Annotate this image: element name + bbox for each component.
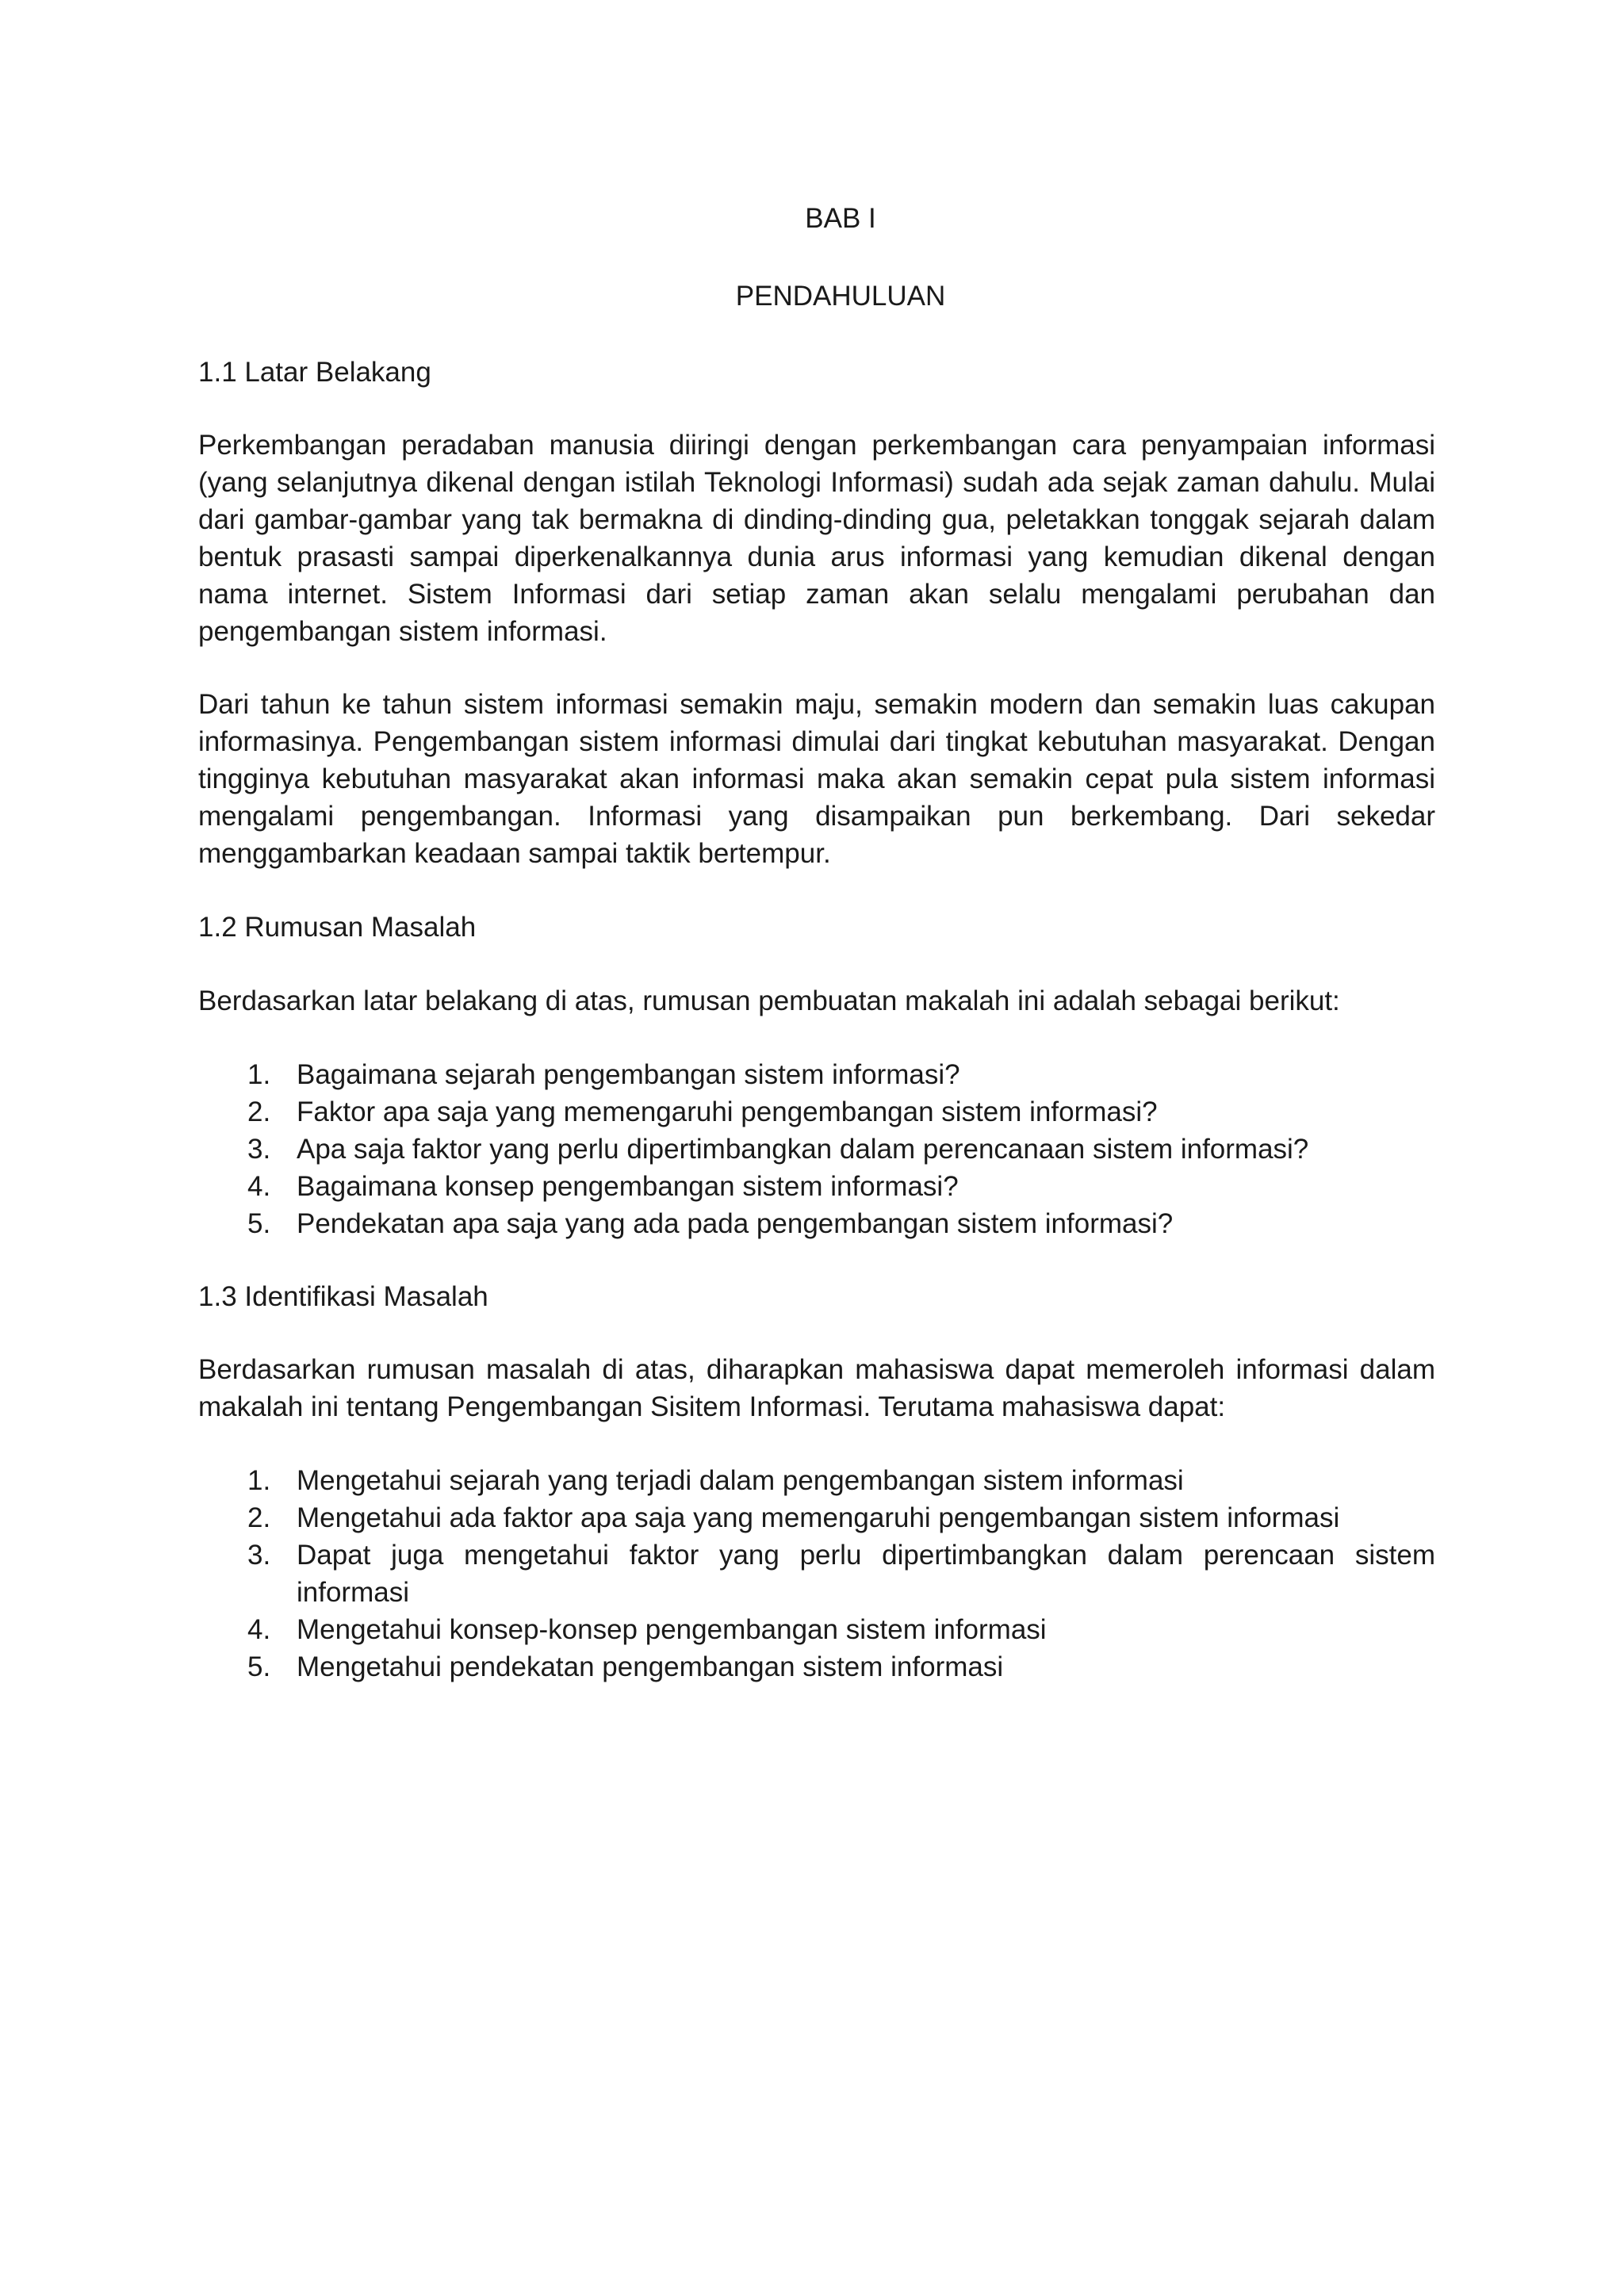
- list-item: [198, 1131, 1435, 1168]
- list-item: [198, 1499, 1435, 1536]
- list-item-text: Apa saja faktor yang perlu dipertimbangkan dalam perencanaan sistem informasi?: [297, 1134, 1309, 1165]
- list-item-text: Bagaimana konsep pengembangan sistem informasi?: [297, 1171, 959, 1202]
- chapter-title: PENDAHULUAN: [735, 281, 946, 312]
- list-item-text: Dapat juga mengetahui faktor yang perlu dipertimbangkan dalam perencaan sistem informasi: [297, 1540, 1435, 1608]
- list-number: 4.: [247, 1171, 271, 1202]
- list-item-text: Bagaimana sejarah pengembangan sistem informasi?: [297, 1059, 960, 1090]
- section-heading-rumusan-masalah: 1.2 Rumusan Masalah: [198, 912, 477, 943]
- paragraph-latar-belakang-1: Perkembangan peradaban manusia diiringi dengan perkembangan cara penyampaian informasi (yang selanjutnya dikenal dengan istilah Teknologi Informasi) sudah ada sejak zaman dahulu. Mulai dari gambar-gambar yang tak bermakna di dinding-dinding gua, peletakkan tonggak sejarah dalam bentuk prasasti sampai diperkenalkannya dunia arus informasi yang kemudian dikenal dengan nama internet. Sistem Informasi dari setiap zaman akan selalu mengalami perubahan dan pengembangan sistem informasi.: [198, 430, 1435, 647]
- list-item: [198, 1648, 1435, 1686]
- paragraph-latar-belakang-2: Dari tahun ke tahun sistem informasi semakin maju, semakin modern dan semakin luas cakupan informasinya. Pengembangan sistem informasi dimulai dari tingkat kebutuhan masyarakat. Dengan tingginya kebutuhan masyarakat akan informasi maka akan semakin cepat pula sistem informasi mengalami pengembangan. Informasi yang disampaikan pun berkembang. Dari sekedar menggambarkan keadaan sampai taktik bertempur.: [198, 689, 1435, 869]
- list-item: [198, 1611, 1435, 1648]
- list-number: 1.: [247, 1059, 271, 1090]
- list-item-text: Mengetahui ada faktor apa saja yang memengaruhi pengembangan sistem informasi: [297, 1502, 1340, 1533]
- list-item: [198, 1205, 1435, 1242]
- list-number: 5.: [247, 1208, 271, 1239]
- list-item-text: Mengetahui pendekatan pengembangan sistem informasi: [297, 1651, 1004, 1682]
- list-number: 2.: [247, 1096, 271, 1127]
- identifikasi-masalah-list: [198, 1462, 1435, 1686]
- list-item: [198, 1056, 1435, 1093]
- paragraph-rumusan-intro: Berdasarkan latar belakang di atas, rumusan pembuatan makalah ini adalah sebagai berikut:: [198, 985, 1340, 1016]
- list-item-text: Pendekatan apa saja yang ada pada pengembangan sistem informasi?: [297, 1208, 1174, 1239]
- list-item: [198, 1536, 1435, 1611]
- section-heading-latar-belakang: 1.1 Latar Belakang: [198, 357, 431, 388]
- list-number: 5.: [247, 1651, 271, 1682]
- list-number: 4.: [247, 1614, 271, 1645]
- list-item: [198, 1093, 1435, 1131]
- chapter-number: BAB I: [805, 203, 876, 234]
- list-item: [198, 1462, 1435, 1499]
- list-number: 3.: [247, 1134, 271, 1165]
- list-number: 2.: [247, 1502, 271, 1533]
- paragraph-identifikasi-intro: Berdasarkan rumusan masalah di atas, diharapkan mahasiswa dapat memeroleh informasi dalam makalah ini tentang Pengembangan Sisitem Informasi. Terutama mahasiswa dapat:: [198, 1354, 1435, 1422]
- list-item: [198, 1168, 1435, 1205]
- rumusan-masalah-list: [198, 1056, 1435, 1242]
- section-heading-identifikasi-masalah: 1.3 Identifikasi Masalah: [198, 1281, 488, 1312]
- list-number: 3.: [247, 1540, 271, 1571]
- list-item-text: Mengetahui sejarah yang terjadi dalam pengembangan sistem informasi: [297, 1465, 1184, 1496]
- list-number: 1.: [247, 1465, 271, 1496]
- list-item-text: Mengetahui konsep-konsep pengembangan sistem informasi: [297, 1614, 1047, 1645]
- list-item-text: Faktor apa saja yang memengaruhi pengembangan sistem informasi?: [297, 1096, 1158, 1127]
